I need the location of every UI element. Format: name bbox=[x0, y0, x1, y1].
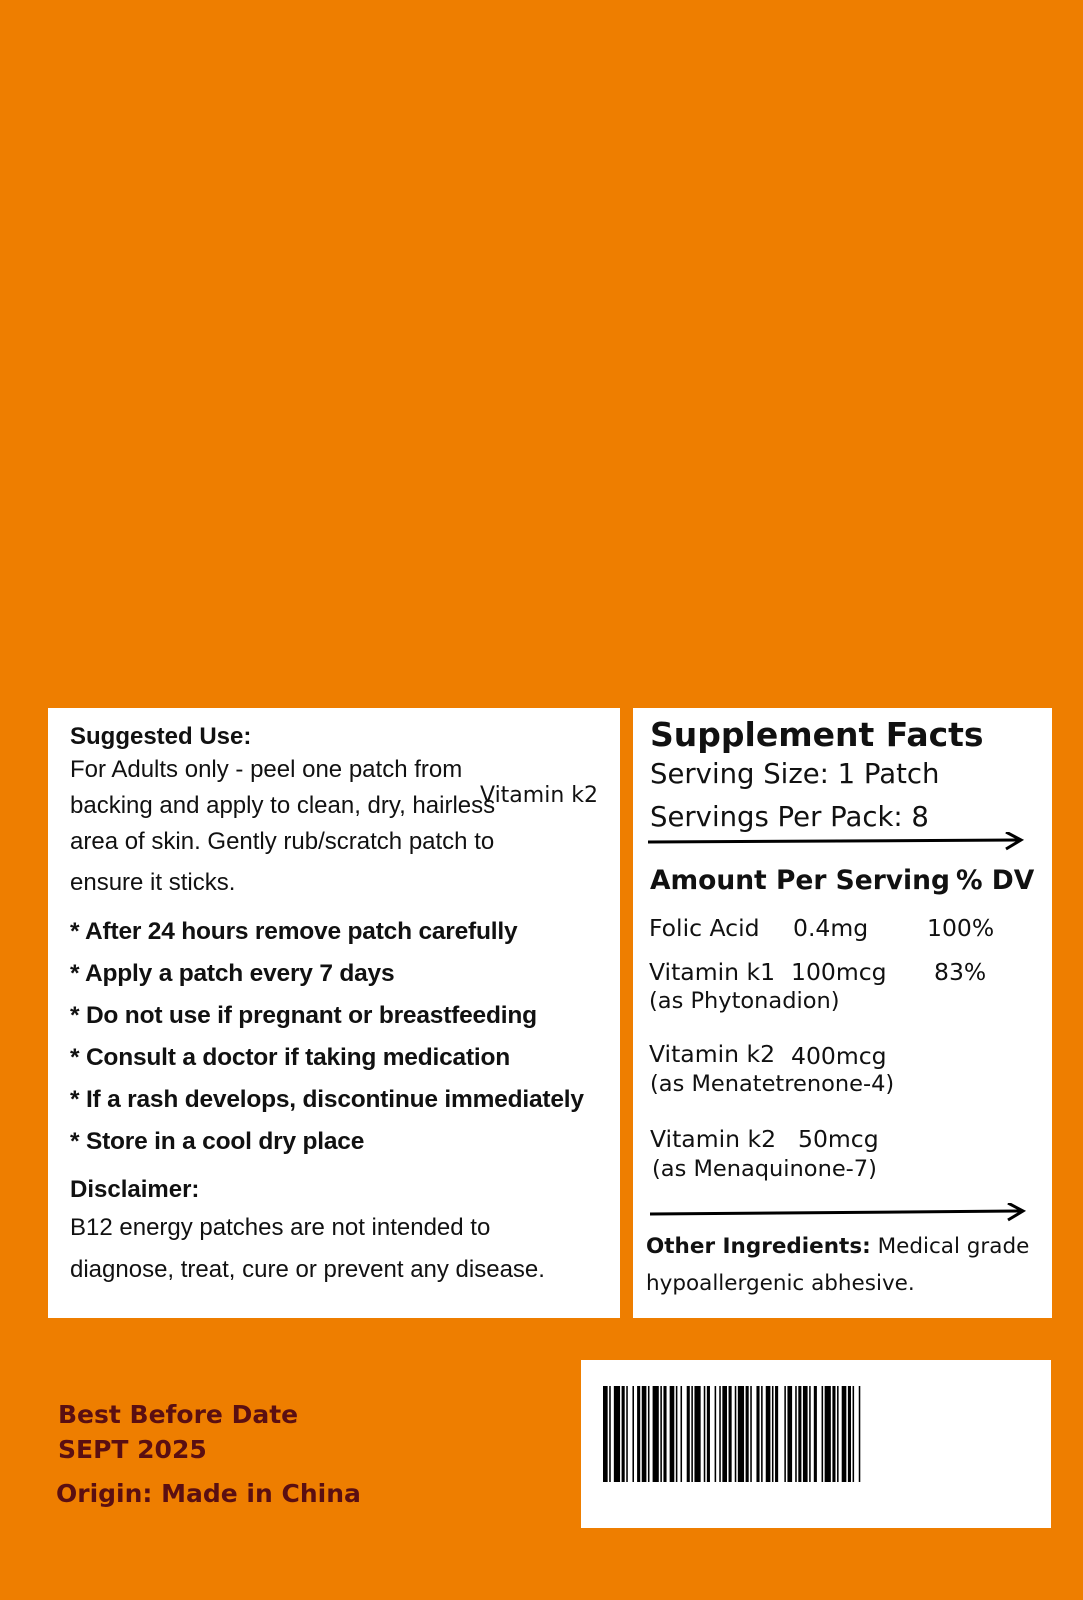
divider-arrow-icon bbox=[650, 1203, 1030, 1223]
disclaimer-line-2: diagnose, treat, cure or prevent any disease. bbox=[70, 1256, 545, 1283]
other-ingredients-label: Other Ingredients: bbox=[646, 1234, 871, 1259]
barcode-bar bbox=[719, 1386, 721, 1482]
barcode-bar bbox=[766, 1386, 771, 1482]
nutrient-source: (as Menatetrenone-4) bbox=[650, 1071, 895, 1097]
barcode-bar bbox=[746, 1386, 749, 1482]
barcode-bar bbox=[681, 1386, 683, 1482]
dv-header: % DV bbox=[956, 865, 1035, 896]
barcode-bar bbox=[803, 1386, 808, 1482]
barcode-bar bbox=[622, 1386, 625, 1482]
barcode-bar bbox=[687, 1386, 690, 1482]
barcode-bar bbox=[761, 1386, 763, 1482]
barcode-bar bbox=[609, 1386, 611, 1482]
suggested-use-line-4: ensure it sticks. bbox=[70, 869, 236, 896]
barcode-bar bbox=[626, 1386, 628, 1482]
divider-arrow-icon bbox=[648, 832, 1028, 852]
barcode-bar bbox=[837, 1386, 839, 1482]
bullet-item: * Do not use if pregnant or breastfeeding bbox=[70, 1002, 537, 1029]
suggested-use-line-1: For Adults only - peel one patch from bbox=[70, 756, 463, 783]
nutrient-source: (as Phytonadion) bbox=[649, 988, 840, 1014]
best-before-label: Best Before Date bbox=[58, 1400, 299, 1429]
barcode-bar bbox=[832, 1386, 835, 1482]
barcode-icon bbox=[581, 1360, 1051, 1528]
barcode-bar bbox=[614, 1386, 620, 1482]
barcode-bar bbox=[842, 1386, 847, 1482]
barcode-bar bbox=[715, 1386, 717, 1482]
barcode-bar bbox=[775, 1386, 778, 1482]
suggested-use-line-2: backing and apply to clean, dry, hairless bbox=[70, 792, 496, 819]
bullet-item: * Consult a doctor if taking medication bbox=[70, 1044, 511, 1071]
nutrient-name: Vitamin k1 bbox=[649, 958, 776, 986]
barcode-bar bbox=[648, 1386, 650, 1482]
disclaimer-heading: Disclaimer: bbox=[70, 1176, 200, 1203]
suggested-use-line-3: area of skin. Gently rub/scratch patch to bbox=[70, 828, 495, 855]
barcode-bar bbox=[809, 1386, 811, 1482]
barcode-bar bbox=[670, 1386, 675, 1482]
bullet-item: * If a rash develops, discontinue immediately bbox=[70, 1086, 584, 1113]
barcode-bar bbox=[750, 1386, 752, 1482]
barcode-bar bbox=[859, 1386, 861, 1482]
barcode-bar bbox=[632, 1386, 634, 1482]
barcode-bar bbox=[637, 1386, 640, 1482]
barcode-bar bbox=[663, 1386, 666, 1482]
supplement-facts-title: Supplement Facts bbox=[650, 715, 984, 754]
barcode-bar bbox=[694, 1386, 700, 1482]
barcode-bar bbox=[848, 1386, 851, 1482]
vitamin-k2-overlay-text: Vitamin k2 bbox=[480, 783, 599, 808]
barcode-bar bbox=[798, 1386, 801, 1482]
barcode-bar bbox=[853, 1386, 855, 1482]
other-ingredients-text-1: Medical grade bbox=[877, 1234, 1030, 1259]
other-ingredients-text-2: hypoallergenic abhesive. bbox=[646, 1271, 915, 1296]
barcode-bar bbox=[707, 1386, 710, 1482]
best-before-value: SEPT 2025 bbox=[58, 1435, 207, 1464]
barcode-panel bbox=[581, 1360, 1051, 1528]
nutrient-amount: 400mcg bbox=[791, 1042, 887, 1070]
barcode-bar bbox=[814, 1386, 817, 1482]
barcode-bar bbox=[691, 1386, 693, 1482]
suggested-use-panel bbox=[48, 708, 620, 1318]
origin-text: Origin: Made in China bbox=[56, 1479, 361, 1508]
barcode-bar bbox=[772, 1386, 774, 1482]
nutrient-dv: 100% bbox=[927, 914, 995, 942]
other-ingredients bbox=[646, 1234, 1029, 1259]
barcode-bar bbox=[729, 1386, 732, 1482]
nutrient-amount: 50mcg bbox=[798, 1125, 879, 1153]
nutrient-amount: 100mcg bbox=[791, 958, 887, 986]
barcode-bar bbox=[660, 1386, 662, 1482]
bullet-item: * Store in a cool dry place bbox=[70, 1128, 365, 1155]
nutrient-source: (as Menaquinone-7) bbox=[652, 1156, 877, 1182]
barcode-bar bbox=[704, 1386, 706, 1482]
amount-per-serving-header: Amount Per Serving bbox=[650, 865, 950, 896]
barcode-bar bbox=[653, 1386, 659, 1482]
nutrient-name: Folic Acid bbox=[649, 914, 760, 942]
barcode-bar bbox=[722, 1386, 727, 1482]
barcode-bar bbox=[825, 1386, 831, 1482]
nutrient-amount: 0.4mg bbox=[793, 914, 869, 942]
bullet-item: * After 24 hours remove patch carefully bbox=[70, 918, 518, 945]
disclaimer-line-1: B12 energy patches are not intended to bbox=[70, 1214, 491, 1241]
barcode-bar bbox=[756, 1386, 759, 1482]
nutrient-dv: 83% bbox=[934, 958, 987, 986]
bullet-item: * Apply a patch every 7 days bbox=[70, 960, 395, 987]
barcode-bar bbox=[738, 1386, 744, 1482]
barcode-bar bbox=[642, 1386, 647, 1482]
barcode-bar bbox=[735, 1386, 737, 1482]
barcode-bar bbox=[603, 1386, 608, 1482]
barcode-bar bbox=[822, 1386, 824, 1482]
serving-size: Serving Size: 1 Patch bbox=[650, 758, 940, 790]
supplement-facts-panel bbox=[633, 708, 1052, 1318]
barcode-bar bbox=[787, 1386, 792, 1482]
barcode-bar bbox=[784, 1386, 786, 1482]
barcode-bar bbox=[676, 1386, 678, 1482]
nutrient-name: Vitamin k2 bbox=[649, 1040, 776, 1068]
nutrient-name: Vitamin k2 bbox=[650, 1125, 777, 1153]
servings-per-pack: Servings Per Pack: 8 bbox=[650, 801, 929, 833]
barcode-bar bbox=[795, 1386, 797, 1482]
suggested-use-heading: Suggested Use: bbox=[70, 723, 252, 750]
